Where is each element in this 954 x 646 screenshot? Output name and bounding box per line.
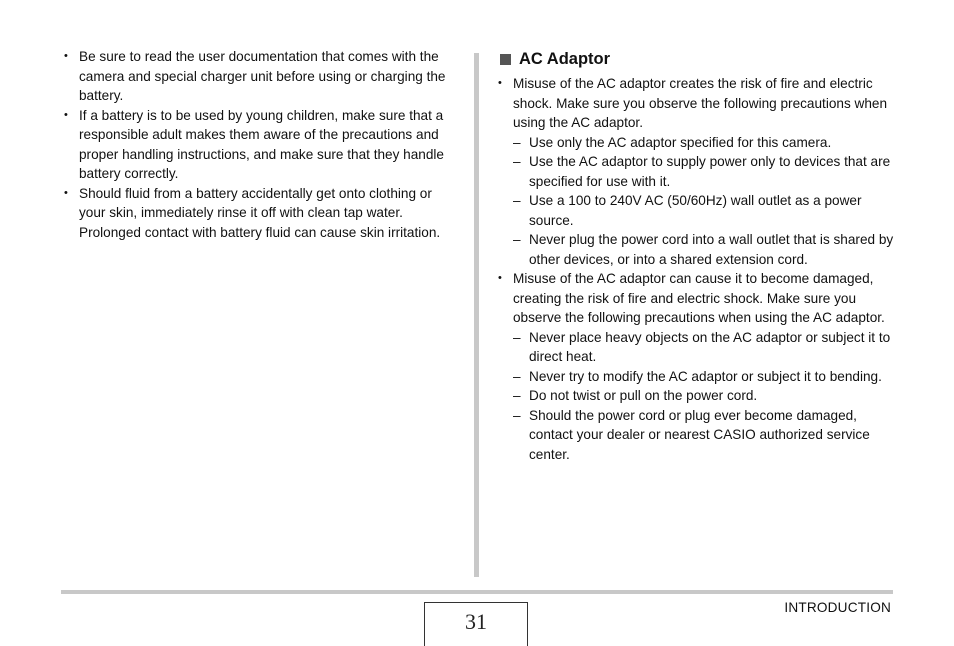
- sub-list-item: [513, 191, 897, 230]
- sub-item-text: Use a 100 to 240V AC (50/60Hz) wall outlet as a power source.: [529, 193, 862, 228]
- sub-list-item: [513, 386, 897, 406]
- footer-divider: [61, 590, 893, 594]
- column-divider: [474, 53, 479, 577]
- dash-icon: –: [513, 193, 521, 208]
- sub-list-item: [513, 328, 897, 367]
- list-item: [497, 74, 897, 269]
- bullet-icon: •: [64, 108, 68, 121]
- bullet-text: Misuse of the AC adaptor creates the risk of fire and electric shock. Make sure you observe the following precautions when using the AC adaptor.: [513, 76, 888, 130]
- bullet-text: Misuse of the AC adaptor can cause it to become damaged, creating the risk of fire and electric shock. Make sure you observe the following precautions when using the AC adaptor.: [513, 271, 885, 325]
- dash-icon: –: [513, 134, 521, 150]
- sub-list-item: [513, 406, 897, 465]
- list-item: [63, 106, 458, 184]
- square-icon: [500, 54, 511, 65]
- sub-list: [513, 328, 897, 465]
- left-column: [63, 47, 458, 242]
- sub-item-text: Should the power cord or plug ever become damaged, contact your dealer or nearest CASIO authorized service center.: [529, 407, 870, 462]
- sub-item-text: Use only the AC adaptor specified for this camera.: [529, 134, 832, 150]
- sub-item-text: Do not twist or pull on the power cord.: [529, 388, 758, 403]
- dash-icon: –: [513, 232, 521, 247]
- bullet-icon: •: [498, 272, 502, 284]
- sub-list-item: [513, 152, 897, 191]
- sub-list: [513, 133, 897, 270]
- sub-list-item: [513, 367, 897, 387]
- bullet-text: Should fluid from a battery accidentally get onto clothing or your skin, immediately rinse it off with clean tap water. Prolonged contact with battery fluid can cause skin irritation.: [79, 185, 441, 240]
- dash-icon: –: [513, 154, 521, 169]
- right-bullet-list: [497, 74, 897, 464]
- dash-icon: –: [513, 388, 521, 403]
- list-item: [63, 184, 458, 243]
- dash-icon: –: [513, 407, 521, 423]
- section-heading: [497, 49, 897, 69]
- bullet-text: If a battery is to be used by young children, make sure that a responsible adult makes them aware of the precautions and proper handling instructions, and make sure that they handle battery correctly.: [79, 107, 444, 181]
- sub-list-item: [513, 133, 897, 153]
- bullet-text: Be sure to read the user documentation that comes with the camera and special charger unit before using or charging the battery.: [79, 49, 446, 103]
- page-number: 31: [424, 602, 528, 646]
- sub-list-item: [513, 230, 897, 269]
- dash-icon: –: [513, 329, 521, 345]
- dash-icon: –: [513, 368, 521, 384]
- bullet-icon: •: [64, 186, 68, 199]
- left-bullet-list: [63, 47, 458, 242]
- sub-item-text: Never place heavy objects on the AC adaptor or subject it to direct heat.: [529, 329, 891, 364]
- section-heading-text: AC Adaptor: [519, 50, 611, 68]
- sub-item-text: Use the AC adaptor to supply power only to devices that are specified for use with it.: [529, 154, 891, 189]
- section-label: INTRODUCTION: [784, 600, 891, 615]
- list-item: [63, 47, 458, 106]
- bullet-icon: •: [498, 77, 502, 89]
- bullet-icon: •: [64, 50, 68, 62]
- list-item: [497, 269, 897, 464]
- right-column: [497, 47, 897, 464]
- sub-item-text: Never try to modify the AC adaptor or subject it to bending.: [529, 368, 882, 384]
- sub-item-text: Never plug the power cord into a wall outlet that is shared by other devices, or into a shared extension cord.: [529, 232, 894, 267]
